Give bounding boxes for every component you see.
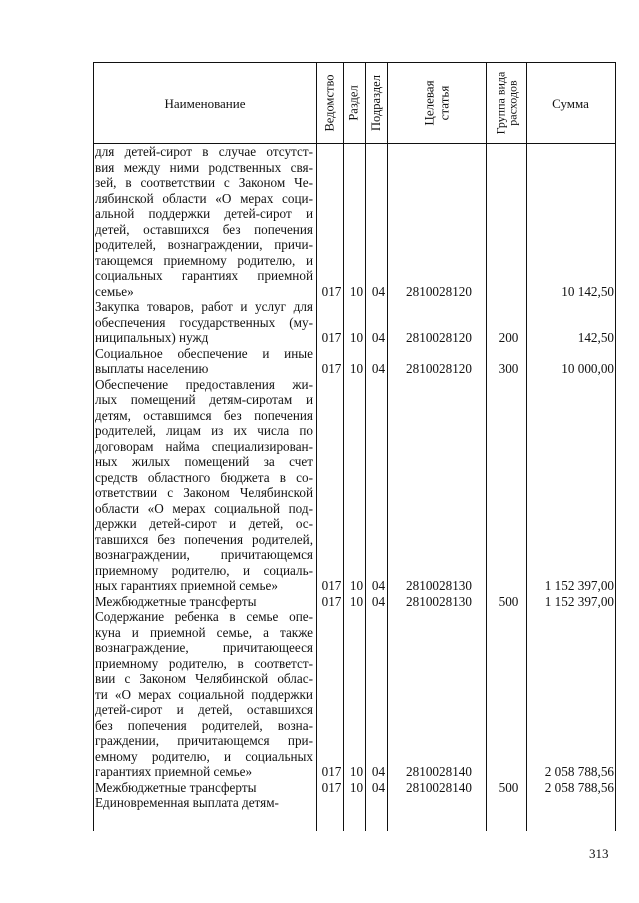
row-name-line: ответствии с Законом Челябинской: [95, 485, 313, 500]
table-body: [93, 144, 614, 811]
row-podrazdel: 04: [371, 361, 386, 376]
table-row: [95, 795, 313, 811]
row-name-line: для детей-сирот в случае отсутст-: [95, 144, 313, 159]
row-name-line: детей, оставшихся без попечения: [95, 221, 313, 237]
header-summa: Сумма: [552, 95, 589, 111]
table-row: [95, 299, 614, 346]
table-row: [95, 376, 614, 594]
row-gruppa: [489, 764, 528, 780]
row-summa: 2 058 788,56: [544, 764, 614, 779]
row-gruppa: 500: [498, 779, 519, 795]
row-name-line: Единовременная выплата детям-: [95, 795, 279, 810]
row-razdel: 10: [349, 283, 364, 299]
row-name-line: Социальное обеспечение и иные: [95, 345, 313, 361]
col-border: [615, 62, 616, 831]
col-border: [343, 62, 344, 831]
row-summa: 1 152 397,00: [544, 578, 614, 593]
row-name-line: граждении, причитающемся при-: [95, 733, 313, 748]
table-row: [95, 593, 614, 610]
row-name-line: приемному родителю, и социаль-: [95, 562, 313, 578]
row-summa: [529, 795, 614, 811]
row-name-line: приемному родителю, в соответст-: [95, 655, 313, 671]
row-name-line: Межбюджетные трансферты: [95, 593, 257, 609]
row-podrazdel: 04: [371, 593, 386, 609]
header-vedomstvo: Ведомство: [322, 74, 337, 132]
row-name-line: семье»: [95, 283, 134, 299]
col-border: [526, 62, 527, 831]
row-name-line: лых помещений детям-сиротам и: [95, 392, 313, 407]
row-name-line: Закупка товаров, работ и услуг для: [95, 299, 313, 314]
row-celevaya: 2810028130: [406, 578, 472, 593]
row-summa: 1 152 397,00: [544, 593, 614, 609]
row-name-line: социальных гарантиях приемной: [95, 268, 313, 283]
table-row: [95, 345, 614, 377]
row-name-line: детей-сирот и детей, оставшихся: [95, 702, 313, 717]
row-gruppa: 300: [498, 361, 519, 376]
header-gruppa-line1: Группа вида: [493, 71, 507, 135]
row-name-line: ных гарантиях приемной семье»: [95, 578, 278, 593]
row-name-line: договорам найма специализирован-: [95, 438, 313, 454]
row-name-line: гарантиях приемной семье»: [95, 764, 253, 779]
header-celevaya-line1: Целевая: [421, 80, 437, 126]
row-name-line: ных жилых помещений за счет: [95, 454, 313, 469]
row-gruppa: [489, 795, 528, 811]
row-vedomstvo: 017: [321, 764, 342, 779]
header-celevaya: [387, 63, 486, 143]
row-celevaya: [390, 795, 488, 811]
row-gruppa: 200: [498, 330, 519, 345]
row-name-line: средств областного бюджета в со-: [95, 469, 313, 485]
row-name-line: альной поддержки детей-сирот и: [95, 206, 313, 221]
row-gruppa: [489, 578, 528, 594]
row-celevaya: 2810028130: [406, 593, 472, 609]
header-podrazdel: Подраздел: [369, 75, 383, 131]
row-name-line: обеспечения государственных (му-: [95, 314, 313, 330]
row-name-line: емному родителю, и социальных: [95, 748, 313, 764]
row-name-line: держки детей-сирот и детей, ос-: [95, 516, 313, 531]
row-name-line: Содержание ребенка в семье опе-: [95, 609, 313, 624]
row-name-line: тающемся приемному родителю, и: [95, 252, 313, 268]
row-vedomstvo: 017: [321, 593, 342, 609]
row-name-line: Межбюджетные трансферты: [95, 779, 257, 795]
row-name-line: куна и приемной семье, а также: [95, 624, 313, 640]
row-name-line: вии с Законом Челябинской облас-: [95, 671, 313, 686]
row-name-line: вия между ними родственных свя-: [95, 159, 313, 175]
row-name-line: выплаты населению: [95, 361, 209, 376]
row-podrazdel: 04: [371, 283, 386, 299]
row-podrazdel: 04: [371, 330, 386, 345]
row-podrazdel: [368, 795, 389, 811]
row-vedomstvo: 017: [321, 779, 342, 795]
row-vedomstvo: 017: [321, 330, 342, 345]
row-celevaya: 2810028140: [406, 764, 472, 779]
row-podrazdel: 04: [371, 764, 386, 779]
row-name-line: области «О мерах социальной под-: [95, 500, 313, 516]
row-vedomstvo: 017: [321, 361, 342, 376]
row-vedomstvo: [318, 795, 345, 811]
row-razdel: 10: [349, 779, 364, 795]
header-razdel: Раздел: [347, 85, 362, 121]
row-razdel: 10: [349, 593, 364, 609]
row-name-line: вознаграждении, причитающемся: [95, 547, 313, 562]
table-row: [95, 144, 614, 299]
row-podrazdel: 04: [371, 779, 386, 795]
row-razdel: 10: [349, 578, 364, 593]
row-summa: 142,50: [577, 330, 614, 345]
row-summa: 10 000,00: [561, 361, 614, 376]
col-border: [365, 62, 366, 831]
page-number: 313: [589, 846, 609, 861]
row-summa: 10 142,50: [561, 283, 614, 299]
row-vedomstvo: 017: [321, 283, 342, 299]
row-razdel: [346, 795, 367, 811]
row-gruppa: 500: [498, 593, 519, 609]
row-name-line: ниципальных) нужд: [95, 330, 209, 345]
col-border: [316, 62, 317, 831]
header-name: Наименование: [164, 95, 246, 111]
row-summa: 2 058 788,56: [544, 779, 614, 795]
row-name-line: зей, в соответствии с Законом Че-: [95, 175, 313, 190]
row-celevaya: 2810028120: [406, 361, 472, 376]
row-razdel: 10: [349, 361, 364, 376]
row-name-line: Обеспечение предоставления жи-: [95, 376, 313, 392]
row-razdel: 10: [349, 764, 364, 779]
row-celevaya: 2810028140: [406, 779, 472, 795]
header-gruppa-line2: расходов: [505, 80, 519, 126]
header-celevaya-line2: статья: [436, 85, 452, 121]
header-gruppa: [486, 63, 526, 143]
row-name-line: ти «О мерах социальной поддержки: [95, 686, 313, 702]
row-name-line: вознаграждение, причитающееся: [95, 640, 313, 655]
table-row: [95, 609, 614, 780]
row-name-line: детям, оставшимся без попечения: [95, 407, 313, 423]
row-name-line: без попечения родителей, возна-: [95, 717, 313, 733]
row-name-line: тавшихся без попечения родителей,: [95, 531, 313, 547]
table-row: [95, 779, 614, 796]
row-name-line: родителей, вознаграждении, причи-: [95, 237, 313, 252]
row-gruppa: [489, 284, 528, 300]
col-border: [486, 62, 487, 831]
row-celevaya: 2810028120: [406, 283, 472, 299]
row-name-line: родителей, лицам из их числа по: [95, 423, 313, 438]
budget-table: [93, 62, 616, 831]
row-razdel: 10: [349, 330, 364, 345]
row-name-line: лябинской области «О мерах соци-: [95, 190, 313, 206]
col-border: [387, 62, 388, 831]
row-podrazdel: 04: [371, 578, 386, 593]
row-celevaya: 2810028120: [406, 330, 472, 345]
row-vedomstvo: 017: [321, 578, 342, 593]
